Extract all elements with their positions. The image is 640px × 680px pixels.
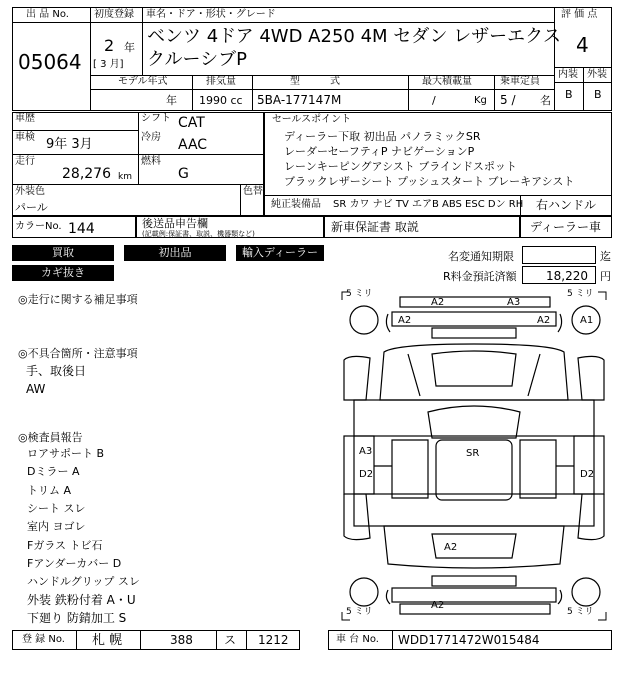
fuel-label: 燃料 [141, 156, 161, 167]
chassis-value: WDD1771472W015484 [398, 633, 540, 647]
kaitori-badge: 買取 [12, 245, 114, 261]
damage-mark: A1 [580, 315, 594, 326]
inspector-line: Fガラス トビ石 [27, 539, 103, 552]
model-value: 5BA-177147M [257, 93, 342, 107]
history-label: 車歴 [15, 113, 35, 124]
mileage-unit: km [118, 172, 132, 182]
score-value: 4 [576, 33, 589, 57]
color-no-label: カラーNo. [15, 221, 62, 232]
damage-mark: A3 [359, 446, 373, 457]
interior-grade: B [565, 88, 573, 101]
ac-label: 冷房 [141, 132, 161, 143]
damage-mark: A3 [507, 297, 521, 308]
exterior-grade: B [594, 88, 602, 101]
reg-number: 1212 [258, 633, 289, 647]
recycle-value: 18,220 [546, 269, 588, 283]
shift-label: シフト [141, 113, 171, 124]
chassis-label: 車 台 No. [336, 634, 379, 645]
exterior-color-label: 外装色 [15, 186, 45, 197]
car-name-label: 車名・ドア・形状・グレード [146, 9, 276, 20]
reg-city: 札 幌 [92, 633, 123, 648]
sales-point-item: レーンキーピングアシスト ブラインドスポット [284, 160, 517, 173]
first-listing-badge: 初出品 [124, 245, 226, 261]
defect-notes-label: ◎不具合箇所・注意事項 [18, 347, 138, 360]
import-dealer-badge: 輸入ディーラー [236, 245, 324, 261]
car-name-line1: ベンツ 4ドア 4WD A250 4M セダン レザーエクス [147, 26, 562, 47]
inspector-label: ◎検査員報告 [18, 431, 83, 444]
model-year-label: モデル年式 [118, 76, 168, 87]
inspection-value: 9年 3月 [46, 137, 93, 152]
equipment-label: 純正装備品 [271, 199, 321, 210]
handle-text: 右ハンドル [536, 198, 597, 212]
inspector-line: シート スレ [27, 502, 86, 515]
mileage-value: 28,276 [62, 166, 111, 182]
key-missing-badge: カギ抜き [12, 265, 114, 281]
damage-mark: D2 [580, 469, 595, 480]
interior-label: 内装 [558, 69, 578, 80]
tire-depth-label: 5 ミリ [346, 607, 373, 617]
damage-mark: A2 [444, 542, 458, 553]
displacement-value: 1990 cc [199, 94, 243, 107]
inspector-line: Dミラー A [27, 465, 80, 478]
sales-point-item: レーダーセーフティP ナビゲーションP [284, 145, 475, 158]
recycle-label: R料金預託済額 [443, 270, 517, 283]
fuel-value: G [178, 166, 189, 182]
lot-label: 出 品 No. [26, 9, 69, 20]
doc-note: (記載例:保証書、取説、機器類など) [142, 230, 255, 238]
color-change-label: 色替 [243, 186, 263, 197]
lot-number: 05064 [18, 50, 82, 74]
first-reg-year: 2 [104, 36, 115, 55]
driving-notes-label: ◎走行に関する補足事項 [18, 293, 138, 306]
capacity-value: 5 / [500, 93, 516, 107]
reg-class: 388 [170, 633, 193, 647]
damage-mark: A2 [537, 315, 551, 326]
first-reg-month: [ 3 月] [93, 59, 124, 70]
damage-mark: D2 [359, 469, 374, 480]
defect-line: AW [26, 382, 46, 396]
inspector-line: Fアンダーカバー D [27, 557, 122, 570]
inspector-line: ハンドルグリップ スレ [27, 575, 140, 588]
defect-line: 手、取後日 [26, 364, 87, 378]
name-change-unit: 迄 [600, 250, 611, 263]
first-reg-year-unit: 年 [124, 41, 135, 54]
shift-value: CAT [178, 115, 205, 131]
inspector-line: 室内 ヨゴレ [27, 520, 86, 533]
ac-value: AAC [178, 137, 208, 153]
exterior-color-value: パール [15, 201, 48, 214]
inspector-line: 外装 鉄粉付着 A・U [27, 593, 136, 607]
score-label: 評 価 点 [561, 9, 598, 20]
damage-mark: A2 [431, 297, 445, 308]
displacement-label: 排気量 [206, 76, 236, 87]
capacity-label: 乗車定員 [500, 76, 540, 87]
inspection-label: 車検 [15, 132, 35, 143]
damage-mark: A2 [398, 315, 412, 326]
mileage-label: 走行 [15, 156, 35, 167]
name-change-label: 名変通知期限 [448, 250, 514, 263]
damage-mark: SR [466, 448, 480, 459]
warranty-text: 新車保証書 取説 [331, 220, 419, 234]
sales-point-item: ディーラー下取 初出品 パノラミックSR [284, 130, 481, 143]
doc-label: 後送品申告欄 [142, 217, 208, 230]
tire-depth-label: 5 ミリ [346, 289, 373, 299]
capacity-unit: 名 [540, 94, 551, 107]
sales-point-label: セールスポイント [272, 114, 352, 125]
dealer-text: ディーラー車 [530, 220, 602, 234]
tire-depth-label: 5 ミリ [567, 289, 594, 299]
damage-mark: A2 [431, 600, 445, 611]
recycle-unit: 円 [600, 270, 611, 283]
equipment-value: SR カワ ナビ TV エアB ABS ESC Dン RH [333, 199, 524, 210]
max-load-slash: / [432, 94, 436, 107]
inspector-line: トリム A [27, 484, 72, 497]
tire-depth-label: 5 ミリ [567, 607, 594, 617]
exterior-label: 外装 [587, 69, 607, 80]
reg-kana: ス [224, 633, 237, 647]
name-change-box [522, 246, 596, 264]
model-year-value: 年 [166, 94, 177, 107]
reg-label: 登 録 No. [22, 634, 65, 645]
color-no-value: 144 [68, 221, 95, 237]
max-load-unit: Kg [474, 95, 487, 106]
model-label: 型 式 [290, 76, 340, 87]
inspector-line: ロアサポート B [27, 447, 105, 460]
max-load-label: 最大積載量 [422, 76, 472, 87]
inspector-line: 下廻り 防錆加工 S [27, 611, 127, 625]
sales-point-item: ブラックレザーシート プッシュスタート ブレーキアシスト [284, 175, 575, 188]
car-name-line2: クルーシブP [147, 49, 247, 70]
first-reg-label: 初度登録 [94, 9, 134, 20]
